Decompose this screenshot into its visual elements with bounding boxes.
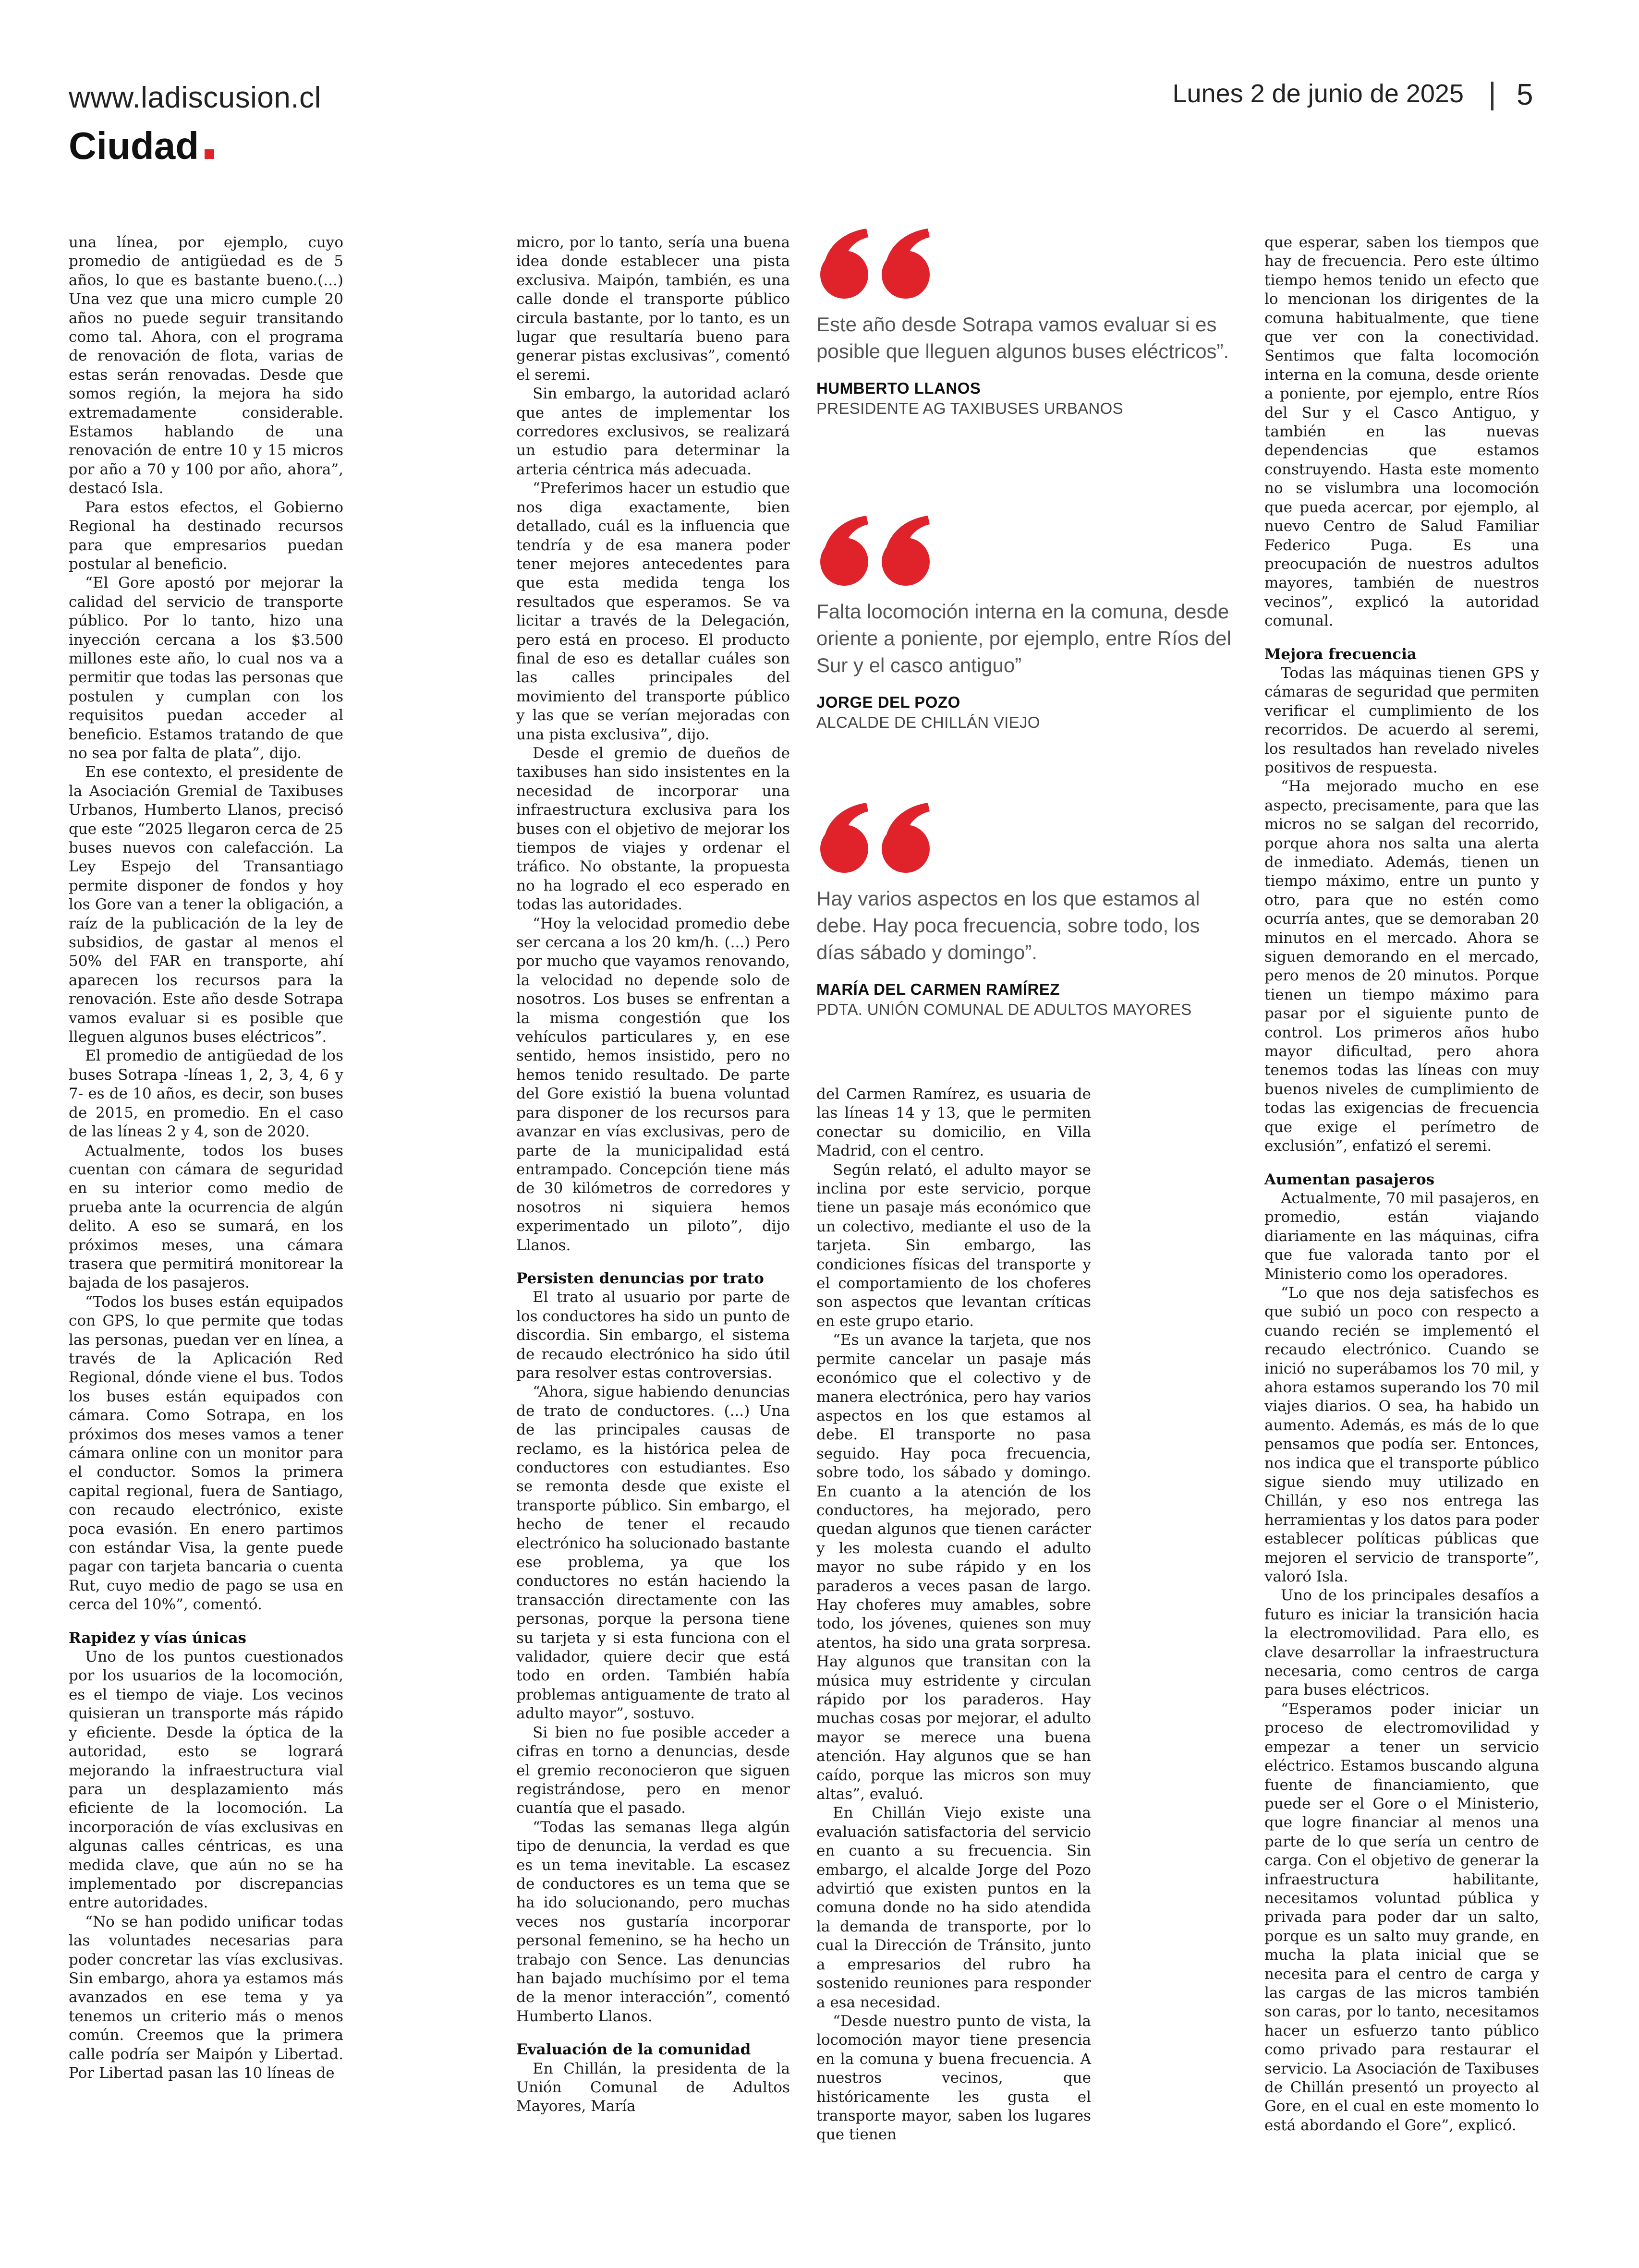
paragraph: “No se han podido unificar todas las voluntades necesarias para poder concretar las vías exclusivas. Sin embargo, ahora ya estamos más avanzados en ese tema y ya tenemos un criterio más o menos común. Creemos que la primera calle podría ser Maipón y Libertad. Por Libertad pasan las 10 líneas de — [69, 1913, 343, 2082]
paragraph: Uno de los puntos cuestionados por los usuarios de la locomoción, es el tiempo de viaje. Los vecinos quisieran un transporte más rápido y eficiente. Desde la óptica de la autoridad, esto se logrará mejorando la infraestructura vial para un desplazamiento más eficiente de la locomoción. La incorporación de vías exclusivas en algunas calles céntricas, es una medida clave, que aún no se ha implementado por discrepancias entre autoridades. — [69, 1648, 343, 1912]
paragraph: “Es un avance la tarjeta, que nos permite cancelar un pasaje más económico que el colectivo y de manera electrónica, pero hay varios aspectos en los que estamos al debe. El transporte no pasa seguido. Hay poca frecuencia, sobre todo, los sábado y domingo. En cuanto a la atención de los conductores, ha mejorado, pero quedan algunos que tienen carácter y les molesta cuando el adulto mayor no sube rápido y en los paraderos a veces pasan de largo. Hay choferes muy amables, sobre todo, los jóvenes, quienes son muy atentos, ha sido una grata sorpresa. Hay algunos que transitan con la música muy estridente y circulan rápido por los paraderos. Hay muchas cosas por mejorar, el adulto mayor se merece una buena atención. Hay algunos que se han caído, porque las micros son muy altas”, evaluó. — [816, 1331, 1091, 1803]
quote-mark-icon — [816, 226, 942, 302]
page-number: 5 — [1517, 78, 1533, 111]
subheading: Mejora frecuencia — [1264, 645, 1417, 663]
quote-mark-icon — [816, 513, 942, 590]
paragraph: Si bien no fue posible acceder a cifras en torno a denuncias, desde el gremio reconocieron que siguen registrándose, pero en menor cuantía que el pasado. — [516, 1724, 790, 1817]
paragraph: En Chillán, la presidenta de la Unión Comunal de Adultos Mayores, María — [516, 2060, 790, 2115]
paragraph: Según relató, el adulto mayor se inclina por este servicio, porque tiene un pasaje más económico que un colectivo, mediante el uso de la tarjeta. Sin embargo, las condiciones físicas del transporte y el comportamiento de los choferes son aspectos que levantan críticas en este grupo etario. — [816, 1161, 1091, 1330]
quote-author: JORGE DEL POZO — [816, 693, 960, 711]
issue-date: Lunes 2 de junio de 2025 — [1172, 79, 1464, 108]
subheading: Evaluación de la comunidad — [516, 2041, 751, 2059]
subheading: Rapidez y vías únicas — [69, 1629, 247, 1647]
section-label: Ciudad — [69, 124, 199, 167]
article-column-1 — [69, 233, 343, 2083]
paragraph: “Preferimos hacer un estudio que nos diga exactamente, bien detallado, cuál es la influencia que tendría y de esa manera poder tener mejores antecedentes para que esta medida tenga los resultados que esperamos. Se va licitar a través de la Delegación, pero está en proceso. El producto final de eso es detallar cuáles son las calles principales del movimiento del transporte público y las que se verían mejoradas con una pista exclusiva”, dijo. — [516, 480, 790, 743]
quote-author: MARÍA DEL CARMEN RAMÍREZ — [816, 980, 1060, 998]
paragraph: que esperar, saben los tiempos que hay de frecuencia. Pero este último tiempo hemos tenido un efecto que lo mencionan los dirigentes de la comuna habitualmente, que tiene que ver con la conectividad. Sentimos que falta locomoción interna en la comuna, desde oriente a poniente, por ejemplo, entre Ríos del Sur y el Casco Antiguo, y también en las nuevas dependencias que estamos construyendo. Hasta este momento no se vislumbra una locomoción que pueda acercar, por ejemplo, al nuevo Centro de Salud Familiar Federico Puga. Es una preocupación de nuestros adultos mayores, también de nuestros vecinos”, explicó la autoridad comunal. — [1264, 234, 1539, 630]
paragraph: Para estos efectos, el Gobierno Regional ha destinado recursos para que empresarios puedan postular al beneficio. — [69, 498, 343, 573]
paragraph: una línea, por ejemplo, cuyo promedio de antigüedad es de 5 años, lo que es bastante bueno.(...) Una vez que una micro cumple 20 años no puede seguir transitando como tal. Ahora, con el programa de renovación de flota, varias de estas serán renovadas. Desde que somos región, la mejora ha sido extremadamente considerable. Estamos hablando de una renovación de entre 10 y 15 micros por año a 70 y 100 por año, ahora”, destacó Isla. — [69, 234, 343, 497]
paragraph: Actualmente, todos los buses cuentan con cámara de seguridad en su interior como medio de prueba ante la ocurrencia de algún delito. A eso se sumará, en los próximos meses, una cámara trasera que permitirá monitorear la bajada de los pasajeros. — [69, 1142, 343, 1292]
paragraph: “Lo que nos deja satisfechos es que subió un poco con respecto a cuando recién se implementó el recaudo electrónico. Cuando se inició no superábamos los 70 mil, y ahora estamos superando los 70 mil viajes diarios. O sea, ha habido un aumento. Además, es más de lo que pensamos que podía ser. Entonces, nos indica que el transporte público sigue siendo muy utilizado en Chillán, y eso nos entrega las herramientas y los datos para poder establecer políticas públicas que mejoren el servicio de transporte”, valoró Isla. — [1264, 1284, 1539, 1586]
paragraph: micro, por lo tanto, sería una buena idea donde establecer una pista exclusiva. Maipón, también, es una calle donde el transporte público circula bastante, por lo tanto, es un lugar que resultaría bueno para generar pistas exclusivas”, comentó el seremi. — [516, 234, 790, 384]
paragraph: Todas las máquinas tienen GPS y cámaras de seguridad que permiten verificar el cumplimiento de los recorridos. De acuerdo al seremi, los resultados han revelado niveles positivos de respuesta. — [1264, 664, 1539, 776]
subheading: Aumentan pasajeros — [1264, 1170, 1435, 1188]
quote-author-role: PDTA. UNIÓN COMUNAL DE ADULTOS MAYORES — [816, 1001, 1192, 1018]
paragraph: Actualmente, 70 mil pasajeros, en promedio, están viajando diariamente en las máquinas, cifra que fue valorada tanto por el Ministerio como los operadores. — [1264, 1189, 1539, 1283]
subheading: Persisten denuncias por trato — [516, 1269, 764, 1287]
paragraph: “Ha mejorado mucho en ese aspecto, precisamente, para que las micros no se salgan del recorrido, porque ahora nos salta una alerta de inmediato. Además, tienen un tiempo máximo, entre un punto y otro, para que no estén como ocurría antes, que se demoraban 20 minutos en el mercado. Ahora se siguen demorando en el mercado, pero menos de 20 minutos. Porque tienen un tiempo máximo para pasar por el siguiente punto de control. Los primeros años hubo mayor dificultad, pero ahora tenemos todas las líneas con muy buenos niveles de cumplimiento de todas las exigencias de frecuencia que exige el perímetro de exclusión”, enfatizó el seremi. — [1264, 778, 1539, 1155]
section-title — [69, 124, 214, 168]
paragraph: Sin embargo, la autoridad aclaró que antes de implementar los corredores exclusivos, se realizará un estudio para determinar la arteria céntrica más adecuada. — [516, 385, 790, 478]
paragraph: “Ahora, sigue habiendo denuncias de trato de conductores. (...) Una de las principales causas de reclamo, es la histórica pelea de conductores con estudiantes. Eso se remonta desde que existe el transporte público. Sin embargo, el hecho de tener el recaudo electrónico ha solucionado bastante ese problema, ya que los conductores no están haciendo la transacción directamente con las personas, porque la persona tiene su tarjeta y si esta funciona con el validador, quiere decir que está todo en orden. También había problemas antiguamente de trato al adulto mayor”, sostuvo. — [516, 1383, 790, 1723]
section-accent-dot — [205, 149, 214, 159]
paragraph: “Esperamos poder iniciar un proceso de electromovilidad y empezar a tener un servicio eléctrico. Estamos buscando alguna fuente de financiamiento, que puede ser el Gore o el Ministerio, que logre financiar al menos una parte de lo que sería un centro de carga. Con el objetivo de generar la infraestructura habilitante, necesitamos voluntad pública y privada para poder dar un salto, porque es un salto muy grande, en mucha la plata inicial que se necesita para el centro de carga y las cargas de las micros también son caras, por lo tanto, necesitamos hacer un esfuerzo tanto público como privado para restaurar el servicio. La Asociación de Taxibuses de Chillán presentó un proyecto al Gore, en el cual en este momento lo está abordando el Gore”, explicó. — [1264, 1700, 1539, 2134]
paragraph: El trato al usuario por parte de los conductores ha sido un punto de discordia. Sin embargo, el sistema de recaudo electrónico ha sido útil para resolver estas controversias. — [516, 1289, 790, 1382]
paragraph: Desde el gremio de dueños de taxibuses han sido insistentes en la necesidad de incorporar una infraestructura exclusiva para los buses con el objetivo de mejorar los tiempos de viajes y ordenar el tráfico. No obstante, la propuesta no ha logrado el eco esperado en todas las autoridades. — [516, 744, 790, 914]
pull-quote-2 — [816, 513, 1234, 732]
paragraph: En Chillán Viejo existe una evaluación satisfactoria del servicio en cuanto a su frecuencia. Sin embargo, el alcalde Jorge del Pozo advirtió que existen puntos en la comuna donde no ha sido atendida la demanda de transporte, por lo cual la Dirección de Tránsito, junto a empresarios del rubro ha sostenido reuniones para responder a esa necesidad. — [816, 1804, 1091, 2011]
site-url[interactable]: www.ladiscusion.cl — [69, 81, 321, 114]
quote-author: HUMBERTO LLANOS — [816, 379, 981, 397]
paragraph: En ese contexto, el presidente de la Asociación Gremial de Taxibuses Urbanos, Humberto Llanos, precisó que este “2025 llegaron cerca de 25 buses nuevos con calefacción. La Ley Espejo del Transantiago permite disponer de fondos y hoy los Gore van a tener la obligación, a raíz de la publicación de la ley de subsidios, de gastar al menos el 50% del FAR en transporte, ahí aparecen los recursos para la renovación. Este año desde Sotrapa vamos evaluar si es posible que lleguen algunos buses eléctricos”. — [69, 763, 343, 1046]
quote-text: Este año desde Sotrapa vamos evaluar si es posible que lleguen algunos buses eléctricos”. — [816, 313, 1229, 362]
article-column-3 — [816, 1085, 1091, 2145]
paragraph: “Desde nuestro punto de vista, la locomoción mayor tiene presencia en la comuna y buena frecuencia. A nuestros vecinos, que históricamente les gusta el transporte mayor, saben los lugares que tienen — [816, 2012, 1091, 2144]
quote-mark-icon — [816, 800, 942, 877]
paragraph: del Carmen Ramírez, es usuaria de las líneas 14 y 13, que le permiten conectar su domicilio, en Villa Madrid, con el centro. — [816, 1086, 1091, 1160]
pull-quote-3 — [816, 800, 1234, 1019]
quote-text: Falta locomoción interna en la comuna, desde oriente a poniente, por ejemplo, entre Ríos del Sur y el casco antiguo” — [816, 600, 1231, 676]
paragraph: El promedio de antigüedad de los buses Sotrapa -líneas 1, 2, 3, 4, 6 y 7- es de 10 años, es decir, son buses de 2015, en promedio. En el caso de las líneas 2 y 4, son de 2020. — [69, 1047, 343, 1141]
article-column-2 — [516, 233, 790, 2116]
article-column-4 — [1264, 233, 1539, 2135]
quote-author-role: ALCALDE DE CHILLÁN VIEJO — [816, 713, 1040, 731]
paragraph: “Todas las semanas llega algún tipo de denuncia, la verdad es que es un tema inevitable. La escasez de conductores es un tema que se ha ido solucionando, pero muchas veces nos gustaría incorporar personal femenino, se ha hecho un trabajo con Sence. Las denuncias han bajado muchísimo por el tema de la menor interacción”, comentó Humberto Llanos. — [516, 1818, 790, 2025]
pull-quote-1 — [816, 226, 1234, 418]
paragraph: “El Gore apostó por mejorar la calidad del servicio de transporte público. Por lo tanto, hizo una inyección cercana a los $3.500 millones este año, lo cual nos va a permitir que todas las personas que postulen y cumplan con los requisitos puedan acceder al beneficio. Estamos tratando de que no sea por falta de plata”, dijo. — [69, 574, 343, 762]
paragraph: “Todos los buses están equipados con GPS, lo que permite que todas las personas, puedan ver en línea, a través de la Aplicación Red Regional, dónde viene el bus. Todos los buses están equipados con cámara. Como Sotrapa, en los próximos dos meses vamos a tener cámara online con un monitor para el conductor. Somos la primera capital regional, fuera de Santiago, con recaudo electrónico, existe poca evasión. En enero partimos con estándar Visa, la gente puede pagar con tarjeta bancaria o cuenta Rut, cuyo medio de pago se usa en cerca del 10%”, comentó. — [69, 1293, 343, 1614]
quote-text: Hay varios aspectos en los que estamos al debe. Hay poca frecuencia, sobre todo, los días sábado y domingo”. — [816, 887, 1200, 964]
paragraph: Uno de los principales desafíos a futuro es iniciar la transición hacia la electromovilidad. Para ello, es clave desarrollar la infraestructura necesaria, como centros de carga para buses eléctricos. — [1264, 1587, 1539, 1699]
paragraph: “Hoy la velocidad promedio debe ser cercana a los 20 km/h. (...) Pero por mucho que vayamos renovando, la velocidad no depende solo de nosotros. Los buses se enfrentan a la misma congestión que los vehículos particulares y, en ese sentido, hemos insistido, pero no hemos tenido resultado. De parte del Gore existió la buena voluntad para disponer de los recursos para avanzar en vías exclusivas, pero de parte de la municipalidad está entrampado. Concepción tiene más de 30 kilómetros de corredores y nosotros ni siquiera hemos experimentado un piloto”, dijo Llanos. — [516, 915, 790, 1254]
quote-author-role: PRESIDENTE AG TAXIBUSES URBANOS — [816, 399, 1123, 417]
header-divider — [1491, 82, 1493, 110]
